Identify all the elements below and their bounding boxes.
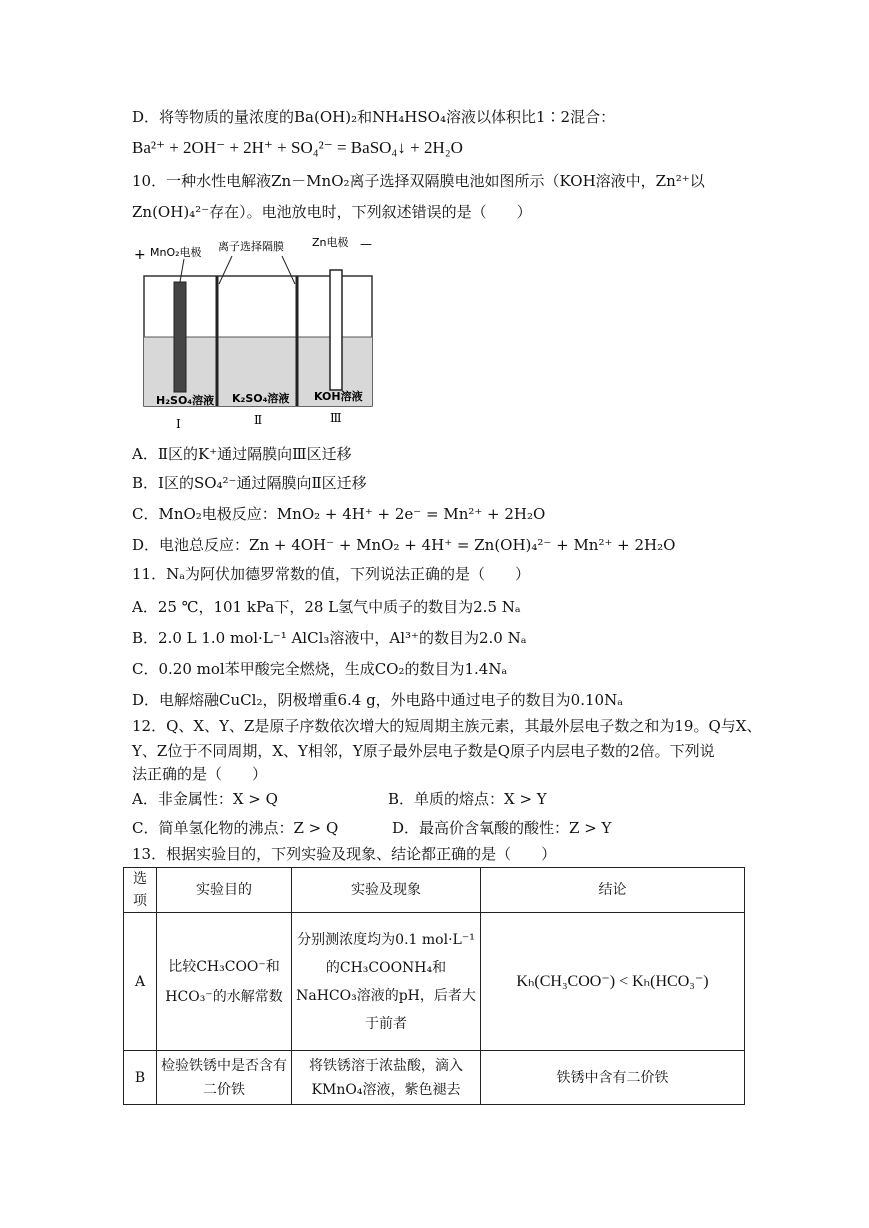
question-11-option-b: B．2.0 L 1.0 mol·L⁻¹ AlCl₃溶液中，Al³⁺的数目为2.0 Nₐ bbox=[132, 629, 527, 647]
zone-2-label: Ⅱ bbox=[254, 413, 263, 427]
negative-terminal-label: — bbox=[360, 237, 372, 251]
question-10-option-a: A．Ⅱ区的K⁺通过隔膜向Ⅲ区迁移 bbox=[132, 445, 352, 463]
question-11-stem: 11．Nₐ为阿伏加德罗常数的值，下列说法正确的是（ ） bbox=[132, 565, 531, 583]
question-12-option-d: D．最高价含氧酸的酸性：Z > Y bbox=[392, 819, 612, 837]
question-10-option-d: D．电池总反应：Zn + 4OH⁻ + MnO₂ + 4H⁺ = Zn(OH)₄²⁻ + Mn²⁺ + 2H₂O bbox=[132, 536, 676, 554]
question-12-stem-line2: Y、Z位于不同周期，X、Y相邻，Y原子最外层电子数是Q原子内层电子数的2倍。下列说 bbox=[132, 742, 715, 760]
row-b-option: B bbox=[124, 1051, 157, 1105]
positive-terminal-label: + bbox=[134, 247, 146, 263]
header-option: 选项 bbox=[124, 868, 157, 913]
question-12-option-b: B．单质的熔点：X > Y bbox=[388, 790, 547, 808]
row-b-experiment: 将铁锈溶于浓盐酸，滴入KMnO₄溶液，紫色褪去 bbox=[292, 1051, 481, 1105]
header-purpose: 实验目的 bbox=[157, 868, 292, 913]
solution-3-label: KOH溶液 bbox=[314, 390, 363, 403]
header-experiment: 实验及现象 bbox=[292, 868, 481, 913]
question-12-option-a: A．非金属性：X > Q bbox=[132, 790, 278, 808]
table-row bbox=[124, 913, 745, 1051]
header-conclusion: 结论 bbox=[481, 868, 745, 913]
question-11-option-c: C．0.20 mol苯甲酸完全燃烧，生成CO₂的数目为1.4Nₐ bbox=[132, 660, 508, 678]
question-11-option-d: D．电解熔融CuCl₂，阴极增重6.4 g，外电路中通过电子的数目为0.10Nₐ bbox=[132, 691, 623, 709]
question-10-option-c: C．MnO₂电极反应：MnO₂ + 4H⁺ + 2e⁻ = Mn²⁺ + 2H₂O bbox=[132, 505, 546, 523]
question-11-option-a: A．25 ℃，101 kPa下，28 L氢气中质子的数目为2.5 Nₐ bbox=[132, 598, 521, 616]
question-10-stem-line2: Zn(OH)₄²⁻存在）。电池放电时，下列叙述错误的是（ ） bbox=[132, 203, 532, 221]
membrane-label: 离子选择隔膜 bbox=[218, 240, 284, 253]
battery-diagram bbox=[132, 232, 382, 434]
solution-2-label: K₂SO₄溶液 bbox=[232, 392, 290, 405]
equation-d-previous: Ba²⁺ + 2OH⁻ + 2H⁺ + SO₄²⁻ = BaSO₄↓ + 2H₂O bbox=[132, 138, 463, 157]
zone-3-label: Ⅲ bbox=[330, 411, 342, 425]
row-a-conclusion: Kₕ(CH₃COO⁻) < Kₕ(HCO₃⁻) bbox=[481, 913, 745, 1051]
question-13-stem: 13．根据实验目的，下列实验及现象、结论都正确的是（ ） bbox=[132, 845, 557, 863]
table-row bbox=[124, 1051, 745, 1105]
question-10-stem-line1: 10．一种水性电解液Zn－MnO₂离子选择双隔膜电池如图所示（KOH溶液中，Zn²⁺以 bbox=[132, 172, 705, 190]
question-10-option-b: B．Ⅰ区的SO₄²⁻通过隔膜向Ⅱ区迁移 bbox=[132, 474, 367, 492]
question-12-option-c: C．简单氢化物的沸点：Z > Q bbox=[132, 819, 339, 837]
question-12-stem-line3: 法正确的是（ ） bbox=[132, 765, 268, 783]
row-b-purpose: 检验铁锈中是否含有二价铁 bbox=[157, 1051, 292, 1105]
row-a-option: A bbox=[124, 913, 157, 1051]
row-b-conclusion: 铁锈中含有二价铁 bbox=[481, 1051, 745, 1105]
zn-electrode-label: Zn电极 bbox=[312, 236, 349, 249]
question-12-stem-line1: 12．Q、X、Y、Z是原子序数依次增大的短周期主族元素，其最外层电子数之和为19。Q与X、 bbox=[132, 717, 762, 735]
solution-1-label: H₂SO₄溶液 bbox=[156, 394, 215, 407]
mno2-electrode-label: MnO₂电极 bbox=[150, 246, 202, 259]
table-header-row bbox=[124, 868, 745, 913]
option-d-previous: D．将等物质的量浓度的Ba(OH)₂和NH₄HSO₄溶液以体积比1∶2混合： bbox=[132, 108, 616, 126]
experiment-table bbox=[123, 867, 745, 1105]
zone-1-label: Ⅰ bbox=[176, 417, 181, 431]
row-a-experiment: 分别测浓度均为0.1 mol·L⁻¹的CH₃COONH₄和NaHCO₃溶液的pH，后者大于前者 bbox=[292, 913, 481, 1051]
row-a-purpose: 比较CH₃COO⁻和HCO₃⁻的水解常数 bbox=[157, 913, 292, 1051]
